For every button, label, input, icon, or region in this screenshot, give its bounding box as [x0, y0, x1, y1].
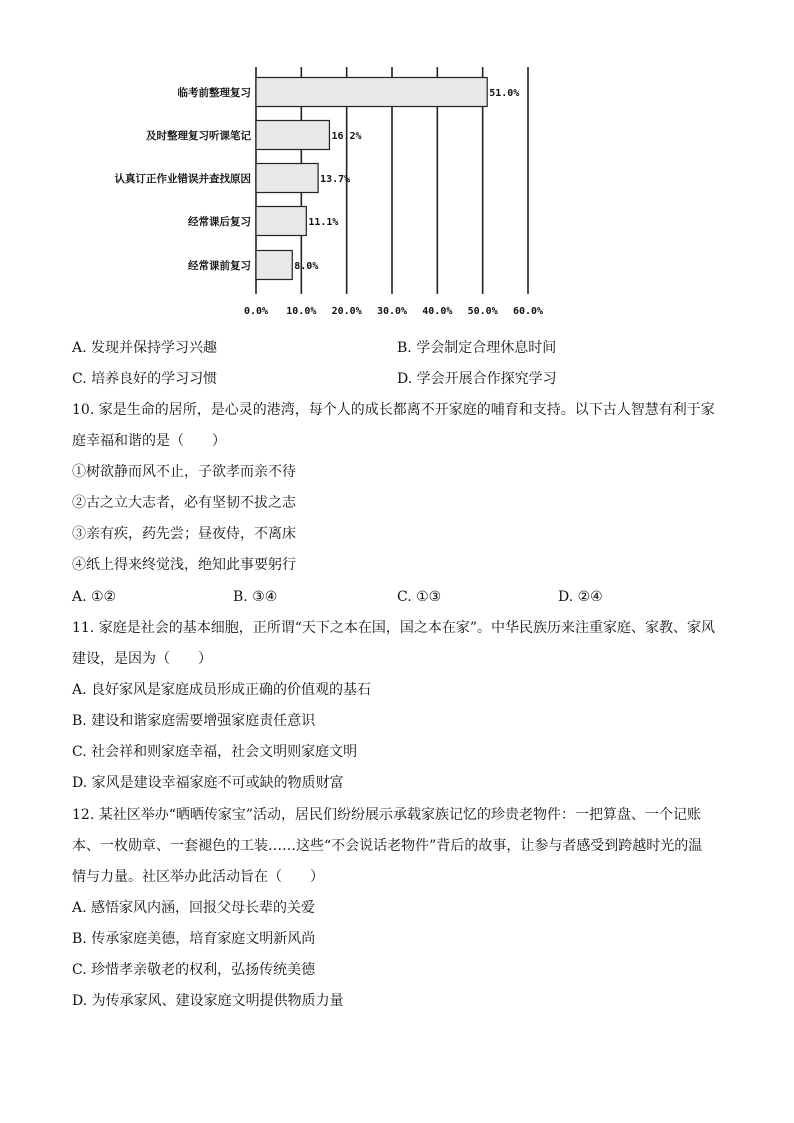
category-label: 认真订正作业错误并查找原因: [114, 173, 251, 185]
bar: [256, 121, 329, 150]
q10-option-a: A. ①②: [72, 589, 117, 605]
q9-option-d: D. 学会开展合作探究学习: [397, 371, 557, 387]
q9-option-a: A. 发现并保持学习兴趣: [72, 340, 218, 356]
q11-stem-line2: 建设，是因为（ ）: [72, 651, 212, 667]
q12-stem-line1: 12. 某社区举办“晒晒传家宝”活动，居民们纷纷展示承载家族记忆的珍贵老物件：一把算盘、一个记账: [72, 807, 702, 823]
value-label: 13.7%: [320, 174, 351, 185]
q10-option-b: B. ③④: [233, 589, 278, 605]
q10-item-3: ③亲有疾，药先尝；昼夜侍，不离床: [72, 526, 296, 542]
q10-stem-line2: 庭幸福和谐的是（ ）: [72, 433, 226, 449]
q12-option-a: A. 感悟家风内涵，回报父母长辈的关爱: [72, 900, 316, 916]
category-label: 临考前整理复习: [177, 87, 251, 99]
x-tick-label: 50.0%: [467, 306, 498, 317]
bar-chart: [0, 0, 794, 330]
category-label: 及时整理复习听课笔记: [146, 130, 251, 142]
q10-item-1: ①树欲静而风不止，子欲孝而亲不待: [72, 464, 296, 480]
q11-stem-line1: 11. 家庭是社会的基本细胞，正所谓“天下之本在国，国之本在家”。中华民族历来注重家庭、家教、家风: [72, 620, 716, 636]
bar: [256, 251, 292, 280]
q11-option-c: C. 社会祥和则家庭幸福，社会文明则家庭文明: [72, 744, 358, 760]
bar: [256, 164, 318, 193]
q12-option-d: D. 为传承家风、建设家庭文明提供物质力量: [72, 993, 344, 1009]
value-label: 11.1%: [308, 217, 339, 228]
q11-option-b: B. 建设和谐家庭需要增强家庭责任意识: [72, 713, 316, 729]
value-label: 16.2%: [331, 131, 362, 142]
x-tick-label: 40.0%: [422, 306, 453, 317]
q10-option-d: D. ②④: [558, 589, 603, 605]
q12-stem-line3: 情与力量。社区举办此活动旨在（ ）: [72, 869, 324, 885]
category-label: 经常课后复习: [188, 216, 251, 228]
x-tick-label: 0.0%: [243, 306, 269, 317]
q12-option-b: B. 传承家庭美德，培育家庭文明新风尚: [72, 931, 316, 947]
bar: [256, 207, 306, 236]
q10-stem-line1: 10. 家是生命的居所，是心灵的港湾，每个人的成长都离不开家庭的哺育和支持。以下古人智慧有利于家: [72, 402, 715, 418]
q10-item-4: ④纸上得来终觉浅，绝知此事要躬行: [72, 557, 296, 573]
q10-option-c: C. ①③: [397, 589, 442, 605]
bar: [256, 78, 487, 107]
q12-option-c: C. 珍惜孝亲敬老的权利，弘扬传统美德: [72, 962, 316, 978]
x-tick-label: 20.0%: [331, 306, 362, 317]
q10-item-2: ②古之立大志者，必有坚韧不拔之志: [72, 495, 296, 511]
q11-option-a: A. 良好家风是家庭成员形成正确的价值观的基石: [72, 682, 372, 698]
q9-option-b: B. 学会制定合理休息时间: [397, 340, 557, 356]
q12-stem-line2: 本、一枚勋章、一套褪色的工装……这些“不会说话老物件”背后的故事，让参与者感受到跨越时光的温: [72, 838, 703, 854]
x-tick-label: 60.0%: [512, 306, 544, 317]
value-label: 8.0%: [294, 261, 319, 272]
x-tick-label: 10.0%: [286, 306, 317, 317]
q9-option-c: C. 培养良好的学习习惯: [72, 371, 218, 387]
category-label: 经常课前复习: [188, 260, 251, 272]
value-label: 51.0%: [489, 88, 520, 99]
q11-option-d: D. 家风是建设幸福家庭不可或缺的物质财富: [72, 775, 344, 791]
x-tick-label: 30.0%: [376, 306, 408, 317]
